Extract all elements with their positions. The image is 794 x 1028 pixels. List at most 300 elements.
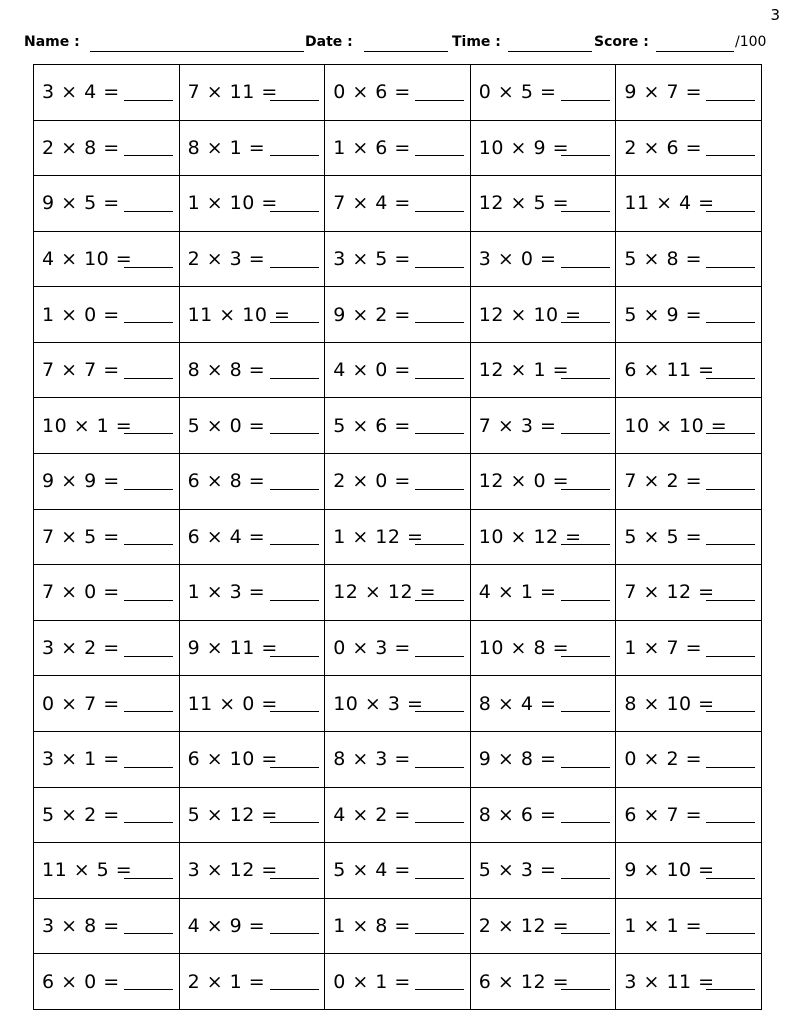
answer-blank[interactable] [270,322,319,323]
problem-cell [34,509,180,565]
problem-row [34,843,762,899]
problem [34,732,179,787]
problem [180,621,325,676]
answer-blank[interactable] [561,433,610,434]
answer-blank[interactable] [124,989,173,990]
problem-expression: 7 × 0 = [42,581,120,604]
problem-row [34,231,762,287]
problem [325,788,470,843]
problem-cell [179,176,325,232]
problem-cell [325,954,471,1010]
problem-cell [34,787,180,843]
problem [34,454,179,509]
answer-blank[interactable] [561,767,610,768]
answer-blank[interactable] [124,433,173,434]
answer-blank[interactable] [415,100,464,101]
score-total: /100 [735,34,767,50]
answer-blank[interactable] [706,989,755,990]
answer-blank[interactable] [415,600,464,601]
problem-cell [34,120,180,176]
problem [616,732,761,787]
problem-expression: 7 × 7 = [42,359,120,382]
problem-expression: 9 × 8 = [478,748,557,771]
problem-row [34,176,762,232]
problem-cell [470,843,616,899]
problem [325,899,470,954]
answer-blank[interactable] [270,711,319,712]
time-field[interactable] [508,51,592,52]
answer-blank[interactable] [270,211,319,212]
problem-cell [616,898,762,954]
problem-cell [179,65,325,121]
problem-cell [325,65,471,121]
problem-expression: 5 × 4 = [333,859,411,882]
problem-cell [325,731,471,787]
date-label: Date : [305,34,353,50]
problem-cell [616,731,762,787]
problem-cell [179,231,325,287]
answer-blank[interactable] [124,322,173,323]
page-number: 3 [770,6,780,24]
problem-cell [179,731,325,787]
answer-blank[interactable] [561,100,610,101]
answer-blank[interactable] [270,933,319,934]
problem [325,232,470,287]
problem [34,398,179,453]
problem-cell [616,120,762,176]
problem-expression: 9 × 2 = [333,303,411,326]
problem [616,232,761,287]
answer-blank[interactable] [270,822,319,823]
problem-expression: 12 × 10 = [478,303,582,326]
problem-expression: 9 × 7 = [624,81,703,104]
problem-row [34,676,762,732]
problem-expression: 3 × 5 = [333,248,411,271]
problem-row [34,565,762,621]
problem [471,232,616,287]
problem-cell [616,454,762,510]
problem-cell [325,176,471,232]
answer-blank[interactable] [124,544,173,545]
answer-blank[interactable] [561,600,610,601]
problem [471,510,616,565]
answer-blank[interactable] [706,544,755,545]
answer-blank[interactable] [270,767,319,768]
problem-cell [179,398,325,454]
problem-cell [470,120,616,176]
problem [616,621,761,676]
problem [180,176,325,231]
problem-expression: 5 × 3 = [478,859,557,882]
answer-blank[interactable] [561,822,610,823]
problem [180,676,325,731]
answer-blank[interactable] [124,933,173,934]
problem [616,954,761,1009]
problem-expression: 4 × 2 = [333,803,411,826]
problem [471,899,616,954]
problem [616,343,761,398]
problem-cell [34,954,180,1010]
problem-cell [616,843,762,899]
problem-cell [325,843,471,899]
answer-blank[interactable] [561,878,610,879]
problem [471,398,616,453]
answer-blank[interactable] [561,155,610,156]
problem-expression: 6 × 7 = [624,803,703,826]
problem-cell [34,65,180,121]
problem [180,843,325,898]
problem-cell [325,565,471,621]
problem-cell [470,565,616,621]
answer-blank[interactable] [270,878,319,879]
answer-blank[interactable] [270,155,319,156]
problem-cell [616,565,762,621]
problem [471,176,616,231]
answer-blank[interactable] [561,211,610,212]
problem-expression: 2 × 6 = [624,136,703,159]
problem [34,121,179,176]
problem-cell [325,398,471,454]
problem-expression: 9 × 10 = [624,859,715,882]
answer-blank[interactable] [706,767,755,768]
problem-expression: 7 × 5 = [42,525,120,548]
name-label: Name : [24,34,80,50]
answer-blank[interactable] [415,155,464,156]
problem [34,176,179,231]
problem [325,621,470,676]
problem-expression: 12 × 5 = [478,192,570,215]
problem-row [34,731,762,787]
problem [34,899,179,954]
problem-cell [34,287,180,343]
answer-blank[interactable] [415,822,464,823]
problem-row [34,620,762,676]
problem-cell [470,65,616,121]
answer-blank[interactable] [415,933,464,934]
problem-cell [34,843,180,899]
problem-expression: 11 × 4 = [624,192,715,215]
answer-blank[interactable] [415,711,464,712]
problem-row [34,454,762,510]
answer-blank[interactable] [415,878,464,879]
problem-expression: 11 × 10 = [187,303,291,326]
problem-expression: 6 × 11 = [624,359,715,382]
answer-blank[interactable] [124,822,173,823]
problem-cell [179,620,325,676]
problem [180,232,325,287]
problem-cell [616,176,762,232]
problem [180,565,325,620]
problem-cell [470,954,616,1010]
answer-blank[interactable] [706,878,755,879]
problem [471,843,616,898]
answer-blank[interactable] [706,155,755,156]
answer-blank[interactable] [124,211,173,212]
answer-blank[interactable] [561,322,610,323]
problem-expression: 4 × 10 = [42,248,133,271]
answer-blank[interactable] [561,933,610,934]
problem-cell [470,287,616,343]
answer-blank[interactable] [124,878,173,879]
problem-expression: 12 × 12 = [333,581,436,604]
problem-cell [179,287,325,343]
problem-row [34,787,762,843]
answer-blank[interactable] [270,600,319,601]
problem [325,65,470,120]
answer-blank[interactable] [270,989,319,990]
problem-expression: 9 × 5 = [42,192,120,215]
answer-blank[interactable] [706,100,755,101]
problem-cell [179,120,325,176]
answer-blank[interactable] [270,378,319,379]
problem [180,899,325,954]
problem [471,121,616,176]
problem [325,343,470,398]
answer-blank[interactable] [706,378,755,379]
problem-cell [616,509,762,565]
problem-cell [34,454,180,510]
problem-cell [616,954,762,1010]
answer-blank[interactable] [270,100,319,101]
problem-cell [325,676,471,732]
answer-blank[interactable] [706,433,755,434]
problem-expression: 3 × 4 = [42,81,120,104]
problem-cell [616,65,762,121]
answer-blank[interactable] [561,378,610,379]
problem [325,565,470,620]
problem [34,954,179,1009]
problem [180,398,325,453]
problem-expression: 9 × 9 = [42,470,120,493]
problem-cell [470,398,616,454]
answer-blank[interactable] [706,600,755,601]
answer-blank[interactable] [270,656,319,657]
problem-expression: 5 × 6 = [333,414,411,437]
answer-blank[interactable] [124,378,173,379]
answer-blank[interactable] [124,711,173,712]
answer-blank[interactable] [415,767,464,768]
problem-cell [325,898,471,954]
problem-expression: 8 × 4 = [478,692,557,715]
problem [325,732,470,787]
problem [325,843,470,898]
answer-blank[interactable] [706,322,755,323]
problem-expression: 7 × 2 = [624,470,703,493]
answer-blank[interactable] [415,378,464,379]
problem-cell [616,787,762,843]
problem [616,676,761,731]
problem-expression: 3 × 12 = [187,859,278,882]
problem [471,343,616,398]
answer-blank[interactable] [270,544,319,545]
problem-expression: 6 × 12 = [478,970,570,993]
problem-cell [325,120,471,176]
problem [325,176,470,231]
problem-expression: 6 × 10 = [187,748,278,771]
problem-cell [325,454,471,510]
problem-expression: 6 × 0 = [42,970,120,993]
date-field[interactable] [364,51,448,52]
answer-blank[interactable] [706,711,755,712]
answer-blank[interactable] [415,656,464,657]
problem-row [34,398,762,454]
answer-blank[interactable] [415,322,464,323]
problem-row [34,509,762,565]
problem-cell [325,231,471,287]
problem [616,65,761,120]
problem-cell [34,620,180,676]
problem [180,454,325,509]
problem-expression: 0 × 3 = [333,637,411,660]
problem [471,732,616,787]
answer-blank[interactable] [706,489,755,490]
worksheet-header [24,34,776,56]
problem-expression: 2 × 3 = [187,248,266,271]
answer-blank[interactable] [415,489,464,490]
problem-cell [179,565,325,621]
answer-blank[interactable] [706,267,755,268]
problem-expression: 2 × 8 = [42,136,120,159]
problem-row [34,898,762,954]
problem-cell [470,509,616,565]
answer-blank[interactable] [561,656,610,657]
problem [471,454,616,509]
problem [34,65,179,120]
answer-blank[interactable] [124,656,173,657]
problem [180,287,325,342]
problem-expression: 12 × 1 = [478,359,570,382]
problem [34,232,179,287]
problem-expression: 5 × 9 = [624,303,703,326]
answer-blank[interactable] [124,155,173,156]
answer-blank[interactable] [706,822,755,823]
problem-expression: 11 × 5 = [42,859,133,882]
answer-blank[interactable] [415,211,464,212]
problem-expression: 8 × 3 = [333,748,411,771]
problem-cell [179,509,325,565]
problem-cell [179,954,325,1010]
answer-blank[interactable] [124,100,173,101]
problem-expression: 4 × 0 = [333,359,411,382]
problem-expression: 1 × 7 = [624,637,703,660]
problem-expression: 7 × 3 = [478,414,557,437]
problem-expression: 5 × 0 = [187,414,266,437]
problem [616,454,761,509]
problem-row [34,287,762,343]
problem-expression: 10 × 8 = [478,637,570,660]
problem-expression: 3 × 11 = [624,970,715,993]
answer-blank[interactable] [415,267,464,268]
answer-blank[interactable] [706,211,755,212]
problem-cell [34,676,180,732]
problem-cell [325,287,471,343]
problem-expression: 8 × 6 = [478,803,557,826]
problem-expression: 10 × 1 = [42,414,133,437]
problem-expression: 0 × 6 = [333,81,411,104]
problem-expression: 5 × 5 = [624,525,703,548]
problem-cell [179,843,325,899]
problem-expression: 5 × 2 = [42,803,120,826]
answer-blank[interactable] [124,267,173,268]
answer-blank[interactable] [561,489,610,490]
answer-blank[interactable] [561,544,610,545]
problem-cell [34,231,180,287]
answer-blank[interactable] [415,544,464,545]
score-label: Score : [594,34,649,50]
problem-cell [325,342,471,398]
problem-expression: 2 × 1 = [187,970,266,993]
answer-blank[interactable] [124,767,173,768]
problem-expression: 12 × 0 = [478,470,570,493]
problem [471,788,616,843]
answer-blank[interactable] [706,933,755,934]
name-field[interactable] [90,51,304,52]
answer-blank[interactable] [415,989,464,990]
problem-cell [325,509,471,565]
problem-cell [616,620,762,676]
answer-blank[interactable] [415,433,464,434]
problem [34,621,179,676]
problem [616,565,761,620]
problem-row [34,342,762,398]
answer-blank[interactable] [270,489,319,490]
problem-expression: 2 × 0 = [333,470,411,493]
problem [325,121,470,176]
problem [34,343,179,398]
time-label: Time : [452,34,501,50]
problem-expression: 1 × 0 = [42,303,120,326]
answer-blank[interactable] [561,711,610,712]
problem [180,732,325,787]
problem-expression: 8 × 10 = [624,692,715,715]
problem-cell [470,231,616,287]
problem-cell [179,898,325,954]
problem-cell [470,731,616,787]
problem [180,121,325,176]
problem-cell [470,342,616,398]
problem-expression: 4 × 9 = [187,914,266,937]
problem-cell [179,454,325,510]
problem-expression: 1 × 3 = [187,581,266,604]
problem [616,287,761,342]
problem-cell [470,620,616,676]
problem-expression: 8 × 1 = [187,136,266,159]
problem [616,899,761,954]
problem-expression: 10 × 12 = [478,525,582,548]
problem-row [34,954,762,1010]
answer-blank[interactable] [706,656,755,657]
answer-blank[interactable] [124,489,173,490]
answer-blank[interactable] [561,989,610,990]
problem-cell [470,787,616,843]
problem [180,343,325,398]
problem [616,510,761,565]
problem-expression: 11 × 0 = [187,692,278,715]
problem-cell [179,787,325,843]
score-field[interactable] [656,51,734,52]
answer-blank[interactable] [124,600,173,601]
problem-cell [34,176,180,232]
answer-blank[interactable] [270,433,319,434]
problem-cell [325,620,471,676]
problem-cell [34,342,180,398]
problem [616,398,761,453]
answer-blank[interactable] [561,267,610,268]
problem [471,676,616,731]
problem-expression: 0 × 7 = [42,692,120,715]
answer-blank[interactable] [270,267,319,268]
problem-expression: 2 × 12 = [478,914,570,937]
